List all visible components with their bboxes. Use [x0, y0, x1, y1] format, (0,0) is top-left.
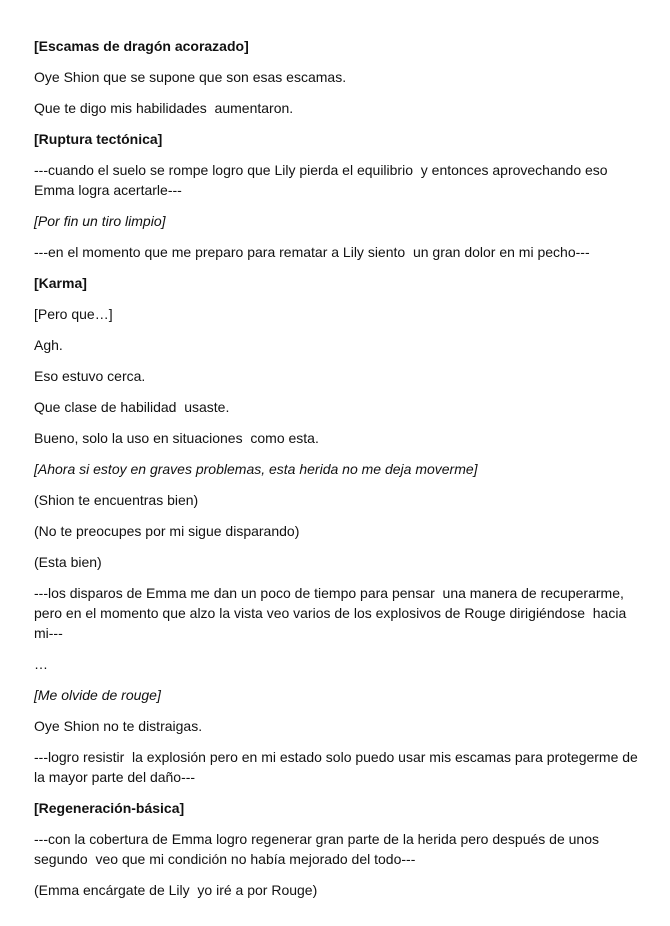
body-paragraph: Que clase de habilidad usaste.: [34, 399, 230, 415]
body-paragraph: (Esta bien): [34, 554, 102, 570]
body-paragraph: Oye Shion no te distraigas.: [34, 718, 203, 734]
body-paragraph: (Shion te encuentras bien): [34, 492, 199, 508]
section-heading: [Ruptura tectónica]: [34, 131, 163, 147]
body-paragraph: ---logro resistir la explosión pero en mi estado solo puedo usar mis escamas para protegerme de la mayor parte del daño---: [34, 749, 642, 785]
section-heading: [Karma]: [34, 275, 87, 291]
section-heading: [Escamas de dragón acorazado]: [34, 38, 249, 54]
thought-line: [Ahora si estoy en graves problemas, esta herida no me deja moverme]: [34, 461, 478, 477]
body-paragraph: Agh.: [34, 337, 63, 353]
thought-line: [Por fin un tiro limpio]: [34, 213, 166, 229]
body-paragraph: Eso estuvo cerca.: [34, 368, 146, 384]
body-paragraph: …: [34, 656, 48, 672]
body-paragraph: (No te preocupes por mi sigue disparando): [34, 523, 300, 539]
body-paragraph: ---con la cobertura de Emma logro regenerar gran parte de la herida pero después de unos segundo veo que mi condición no había mejorado del todo---: [34, 831, 603, 867]
body-paragraph: (Emma encárgate de Lily yo iré a por Rouge): [34, 882, 318, 898]
body-paragraph: Bueno, solo la uso en situaciones como esta.: [34, 430, 319, 446]
body-paragraph: ---cuando el suelo se rompe logro que Lily pierda el equilibrio y entonces aprovechando eso Emma logra acertarle---: [34, 162, 612, 198]
body-paragraph: Oye Shion que se supone que son esas escamas.: [34, 69, 347, 85]
body-paragraph: ---los disparos de Emma me dan un poco de tiempo para pensar una manera de recuperarme, pero en el momento que alzo la vista veo varios de los explosivos de Rouge dirigiéndose hacia mi---: [34, 585, 631, 641]
body-paragraph: [Pero que…]: [34, 306, 113, 322]
thought-line: [Me olvide de rouge]: [34, 687, 161, 703]
section-heading: [Regeneración-básica]: [34, 800, 185, 816]
document-body: [34, 36, 640, 911]
body-paragraph: ---en el momento que me preparo para rematar a Lily siento un gran dolor en mi pecho---: [34, 244, 590, 260]
body-paragraph: Que te digo mis habilidades aumentaron.: [34, 100, 294, 116]
